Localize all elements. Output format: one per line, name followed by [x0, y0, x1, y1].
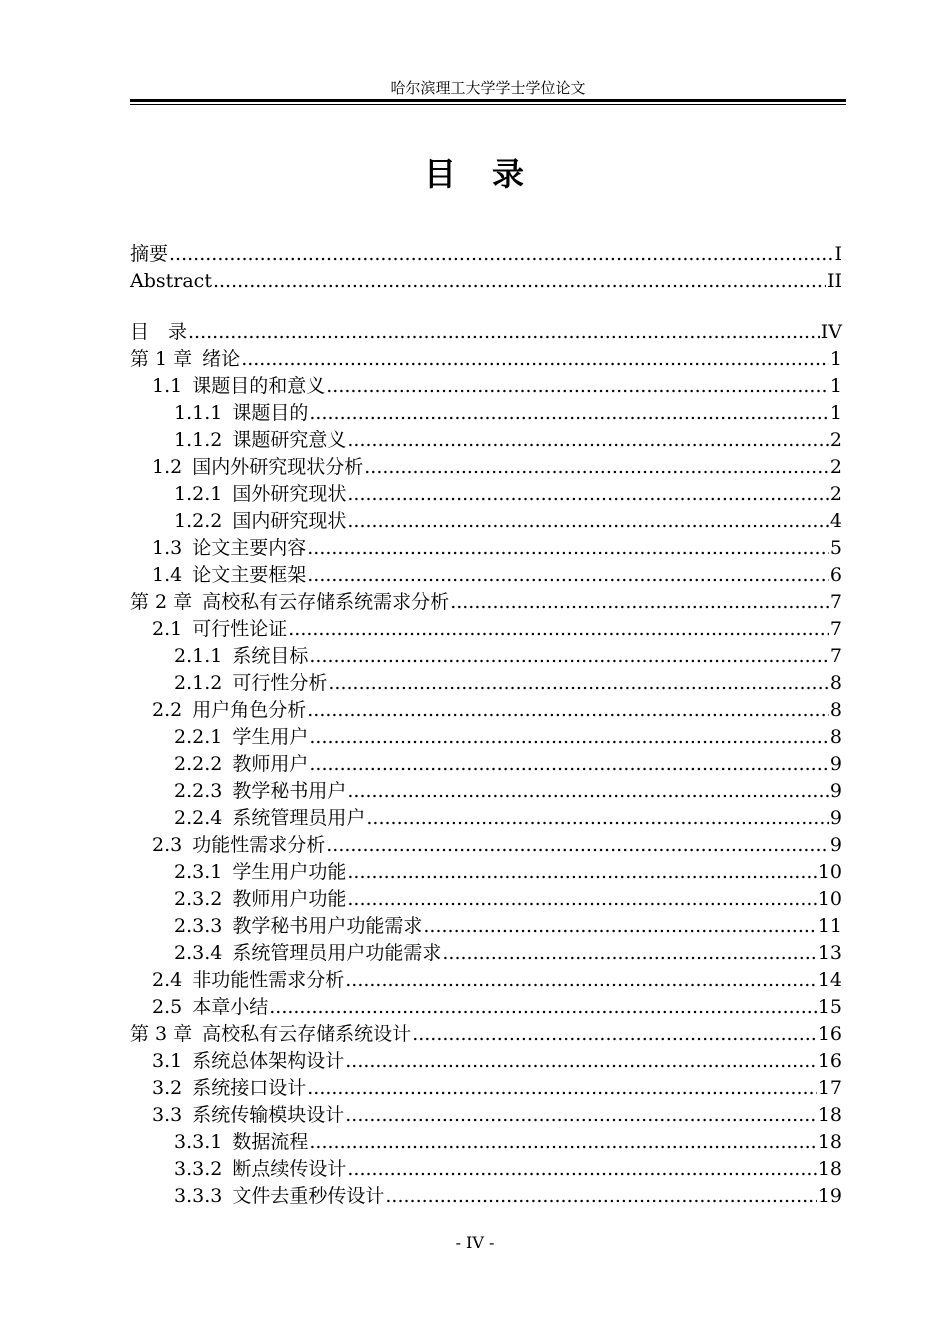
toc-entry-label: 系统目标 [232, 645, 309, 667]
toc-entry[interactable] [130, 535, 842, 562]
toc-entry-page: 1 [829, 402, 842, 424]
toc-entry-page: 7 [829, 645, 842, 667]
toc-entry-number: 2.3 [152, 834, 183, 856]
toc-entry[interactable] [130, 940, 842, 967]
toc-entry-page: 4 [829, 510, 842, 532]
toc-entry-label: 国内外研究现状分析 [192, 456, 364, 478]
toc-entry-number: 1.1.2 [174, 429, 223, 451]
toc-entry-label: 绪论 [202, 348, 241, 370]
toc-entry-label: 课题目的 [232, 402, 309, 424]
toc-entry-label: 用户角色分析 [192, 699, 307, 721]
toc-dot-leader [169, 241, 833, 268]
toc-entry-page: 13 [817, 942, 842, 964]
toc-entry-page: 1 [829, 375, 842, 397]
toc-entry[interactable] [130, 751, 842, 778]
header-rule-thick [130, 99, 846, 102]
toc-entry[interactable] [130, 670, 842, 697]
toc-entry-page: 8 [829, 699, 842, 721]
toc-entry-page: 18 [817, 1158, 842, 1180]
toc-entry-page: II [826, 270, 842, 292]
toc-entry-number: 3.2 [152, 1077, 183, 1099]
toc-entry-label: 系统接口设计 [192, 1077, 307, 1099]
toc-entry[interactable] [130, 967, 842, 994]
toc-dot-leader [307, 1075, 817, 1102]
toc-entry-number: 2.2.1 [174, 726, 223, 748]
toc-dot-leader [269, 994, 817, 1021]
toc-dot-leader [288, 616, 829, 643]
toc-entry-label: 课题目的和意义 [192, 375, 326, 397]
toc-entry[interactable] [130, 1102, 842, 1129]
toc-entry[interactable] [130, 643, 842, 670]
toc-entry[interactable] [130, 589, 842, 616]
toc-entry-number: 3.3.2 [174, 1158, 223, 1180]
toc-entry-number: 1.3 [152, 537, 183, 559]
toc-entry-page: 5 [829, 537, 842, 559]
toc-entry-label: 国内研究现状 [232, 510, 347, 532]
toc-entry-page: 10 [817, 861, 842, 883]
toc-entry-number: 3.3.3 [174, 1185, 223, 1207]
toc-entry-number: 2.3.1 [174, 861, 223, 883]
toc-entry-number: 2.3.2 [174, 888, 223, 910]
toc-entry[interactable] [130, 913, 842, 940]
toc-entry[interactable] [130, 832, 842, 859]
toc-dot-leader [326, 832, 829, 859]
toc-dot-leader [307, 697, 829, 724]
toc-entry-label: 学生用户 [232, 726, 309, 748]
toc-entry-page: 8 [829, 672, 842, 694]
toc-entry-number: 3.1 [152, 1050, 183, 1072]
toc-entry-label: 本章小结 [192, 996, 269, 1018]
toc-entry[interactable] [130, 778, 842, 805]
toc-entry-label: 论文主要框架 [192, 564, 307, 586]
toc-dot-leader [307, 562, 829, 589]
toc-entry-label: 系统管理员用户功能需求 [232, 942, 442, 964]
toc-entry-page: IV [820, 321, 842, 343]
toc-dot-leader [412, 1021, 817, 1048]
toc-entry-number: 2.1 [152, 618, 183, 640]
running-header: 哈尔滨理工大学学士学位论文 [390, 79, 586, 97]
toc-entry-page: 16 [817, 1023, 842, 1045]
toc-entry[interactable] [130, 859, 842, 886]
toc-dot-leader [347, 1156, 816, 1183]
toc-entry-page: 9 [829, 753, 842, 775]
toc-entry-number: 2.1.1 [174, 645, 223, 667]
toc-entry-number: 3.3 [152, 1104, 183, 1126]
toc-dot-leader [385, 1183, 816, 1210]
toc-entry-label: 高校私有云存储系统需求分析 [202, 591, 450, 613]
toc-dot-leader [347, 427, 829, 454]
toc-entry[interactable] [130, 1075, 842, 1102]
toc-entry-number: 第 2 章 [130, 591, 193, 613]
toc-entry-label: 高校私有云存储系统设计 [202, 1023, 412, 1045]
toc-entry[interactable] [130, 400, 842, 427]
toc-entry-page: I [834, 243, 842, 265]
toc-entry-page: 15 [817, 996, 842, 1018]
toc-entry-number: 2.5 [152, 996, 183, 1018]
toc-entry-label: 可行性分析 [232, 672, 328, 694]
table-of-contents [130, 241, 842, 1210]
toc-entry-label: 教师用户 [232, 753, 309, 775]
toc-entry[interactable] [130, 481, 842, 508]
toc-dot-leader [326, 373, 829, 400]
toc-dot-leader [328, 670, 829, 697]
toc-entry-page: 14 [817, 969, 842, 991]
toc-entry-label: 教学秘书用户 [232, 780, 347, 802]
toc-entry[interactable] [130, 994, 842, 1021]
toc-dot-leader [345, 1102, 817, 1129]
toc-dot-leader [309, 724, 829, 751]
toc-dot-leader [347, 886, 816, 913]
toc-dot-leader [309, 751, 829, 778]
toc-entry-number: 2.3.3 [174, 915, 223, 937]
toc-entry-number: 1.1.1 [174, 402, 223, 424]
toc-entry-page: 19 [817, 1185, 842, 1207]
toc-entry-number: 1.2.1 [174, 483, 223, 505]
toc-dot-leader [309, 1129, 816, 1156]
toc-entry-number: 2.3.4 [174, 942, 223, 964]
toc-entry-page: 2 [829, 456, 842, 478]
toc-entry-number: 1.4 [152, 564, 183, 586]
toc-entry-label: 断点续传设计 [232, 1158, 347, 1180]
toc-entry-page: 16 [817, 1050, 842, 1072]
toc-entry-number: 1.2.2 [174, 510, 223, 532]
toc-entry[interactable] [130, 724, 842, 751]
toc-entry-number: 1.2 [152, 456, 183, 478]
toc-entry[interactable] [130, 1156, 842, 1183]
toc-entry[interactable] [130, 1048, 842, 1075]
toc-dot-leader [213, 268, 826, 295]
toc-dot-leader [366, 805, 829, 832]
toc-entry[interactable] [130, 1129, 842, 1156]
toc-entry-page: 18 [817, 1104, 842, 1126]
toc-entry[interactable] [130, 427, 842, 454]
toc-entry[interactable] [130, 319, 842, 346]
toc-entry-page: 11 [817, 915, 842, 937]
toc-entry-page: 1 [829, 348, 842, 370]
header-rule-thin [130, 104, 846, 105]
toc-dot-leader [347, 778, 829, 805]
toc-entry-page: 7 [829, 591, 842, 613]
toc-entry-page: 9 [829, 834, 842, 856]
toc-entry-label: 教学秘书用户功能需求 [232, 915, 423, 937]
toc-entry-label: 系统传输模块设计 [192, 1104, 345, 1126]
toc-dot-leader [442, 940, 816, 967]
toc-entry-number: 1.1 [152, 375, 183, 397]
toc-dot-leader [309, 643, 829, 670]
toc-entry-label: 系统管理员用户 [232, 807, 366, 829]
toc-entry-number: 2.2.3 [174, 780, 223, 802]
toc-entry[interactable] [130, 1183, 842, 1210]
toc-entry-label: 非功能性需求分析 [192, 969, 345, 991]
toc-entry-label: Abstract [130, 270, 212, 292]
toc-entry-number: 2.2.2 [174, 753, 223, 775]
toc-entry[interactable] [130, 616, 842, 643]
toc-entry-number: 第 3 章 [130, 1023, 193, 1045]
toc-entry-label: 目 录 [130, 321, 188, 343]
toc-entry-page: 18 [817, 1131, 842, 1153]
toc-entry-page: 2 [829, 483, 842, 505]
toc-entry-label: 摘要 [130, 243, 169, 265]
toc-entry-page: 2 [829, 429, 842, 451]
toc-entry-number: 2.4 [152, 969, 183, 991]
toc-dot-leader [364, 454, 829, 481]
toc-dot-leader [188, 319, 820, 346]
page-title: 目 录 [423, 155, 526, 193]
toc-entry-label: 数据流程 [232, 1131, 309, 1153]
toc-entry[interactable] [130, 562, 842, 589]
toc-entry-label: 功能性需求分析 [192, 834, 326, 856]
toc-dot-leader [450, 589, 829, 616]
toc-entry-label: 可行性论证 [192, 618, 288, 640]
page-number: - IV - [455, 1233, 495, 1252]
toc-dot-leader [347, 481, 829, 508]
toc-entry-number: 3.3.1 [174, 1131, 223, 1153]
toc-entry-page: 7 [829, 618, 842, 640]
toc-entry-page: 10 [817, 888, 842, 910]
toc-dot-leader [309, 400, 829, 427]
toc-dot-leader [345, 967, 817, 994]
toc-entry[interactable] [130, 373, 842, 400]
toc-entry[interactable] [130, 346, 842, 373]
toc-entry-label: 系统总体架构设计 [192, 1050, 345, 1072]
toc-dot-leader [241, 346, 829, 373]
toc-entry-page: 6 [829, 564, 842, 586]
toc-entry[interactable] [130, 241, 842, 268]
toc-dot-leader [347, 508, 829, 535]
toc-entry-label: 教师用户功能 [232, 888, 347, 910]
toc-dot-leader [307, 535, 829, 562]
toc-entry[interactable] [130, 886, 842, 913]
toc-entry-label: 国外研究现状 [232, 483, 347, 505]
toc-dot-leader [423, 913, 816, 940]
toc-entry-label: 论文主要内容 [192, 537, 307, 559]
toc-entry[interactable] [130, 508, 842, 535]
toc-entry-page: 9 [829, 780, 842, 802]
toc-entry-number: 2.2.4 [174, 807, 223, 829]
toc-entry[interactable] [130, 697, 842, 724]
toc-entry-label: 文件去重秒传设计 [232, 1185, 385, 1207]
toc-entry-label: 学生用户功能 [232, 861, 347, 883]
toc-entry[interactable] [130, 268, 842, 295]
toc-dot-leader [345, 1048, 817, 1075]
toc-dot-leader [347, 859, 816, 886]
toc-entry-number: 第 1 章 [130, 348, 193, 370]
toc-entry-number: 2.1.2 [174, 672, 223, 694]
toc-entry[interactable] [130, 1021, 842, 1048]
toc-entry-number: 2.2 [152, 699, 183, 721]
toc-entry-page: 17 [817, 1077, 842, 1099]
toc-entry-page: 9 [829, 807, 842, 829]
toc-entry[interactable] [130, 454, 842, 481]
toc-entry[interactable] [130, 805, 842, 832]
toc-entry-label: 课题研究意义 [232, 429, 347, 451]
toc-entry-page: 8 [829, 726, 842, 748]
